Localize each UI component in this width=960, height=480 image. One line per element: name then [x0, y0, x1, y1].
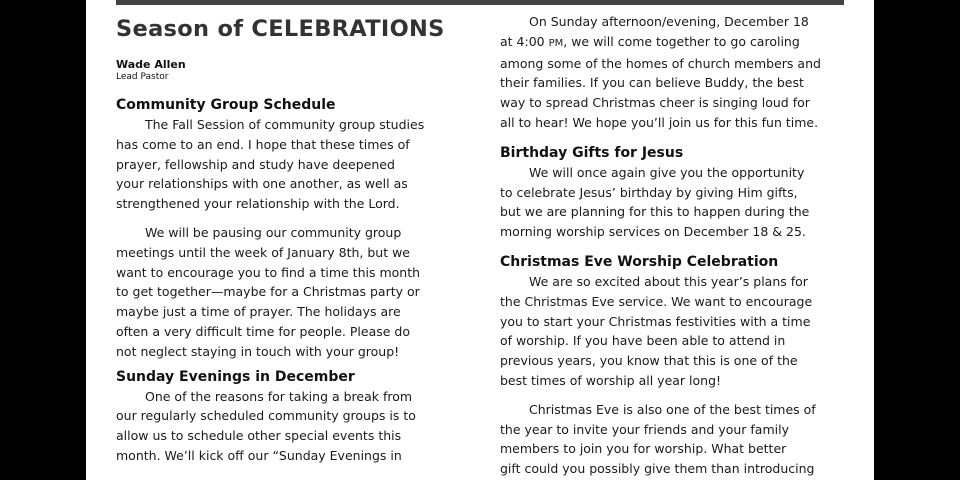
text-line: previous years, you know that this is one of the — [500, 353, 798, 369]
text-line: One of the reasons for taking a break from — [145, 388, 413, 404]
author-name: Wade Allen — [116, 58, 186, 71]
text-line: way to spread Christmas cheer is singing loud for — [500, 95, 810, 111]
text-line: best times of worship all year long! — [500, 372, 722, 388]
text-line: has come to an end. I hope that these times of — [116, 136, 410, 152]
text-line: often a very difficult time for people. Please do — [116, 323, 410, 339]
paragraph — [116, 387, 456, 466]
time-prefix: at 4:00 — [500, 33, 549, 49]
text-fragment: , we will come together to go caroling — [563, 33, 800, 49]
text-line: but we are planning for this to happen during the — [500, 204, 810, 220]
text-line: strengthened your relationship with the Lord. — [116, 196, 400, 212]
text-line: We are so excited about this year’s plans for — [529, 273, 808, 289]
paragraph-caroling — [500, 12, 840, 133]
text-line: meetings until the week of January 8th, but we — [116, 244, 410, 260]
text-line: We will be pausing our community group — [145, 224, 402, 240]
text-line: On Sunday afternoon/evening, December 18 — [529, 14, 809, 29]
text-line: their families. If you can believe Buddy, the best — [500, 75, 804, 91]
text-line: your relationships with one another, as well as — [116, 176, 408, 192]
section-heading-birthday-gifts: Birthday Gifts for Jesus — [500, 144, 684, 161]
section-heading-christmas-eve: Christmas Eve Worship Celebration — [500, 253, 779, 270]
paragraph — [116, 223, 456, 362]
text-line: among some of the homes of church members and — [500, 55, 821, 71]
text-line: maybe just a time of prayer. The holidays are — [116, 304, 401, 320]
text-line: morning worship services on December 18 & 25. — [500, 224, 806, 240]
text-line: the Christmas Eve service. We want to encourage — [500, 293, 813, 309]
paragraph — [500, 272, 840, 391]
newsletter-page — [86, 0, 874, 480]
text-line: all to hear! We hope you’ll join us for this fun time. — [500, 114, 819, 130]
text-line: allow us to schedule other special events this — [116, 428, 402, 444]
article-title: Season of CELEBRATIONS — [116, 16, 445, 42]
text-line: gift could you possibly give them than introducing — [500, 461, 815, 477]
paragraph — [116, 115, 456, 214]
text-line: month. We’ll kick off our “Sunday Evenings in — [116, 447, 402, 463]
text-line: prayer, fellowship and study have deepened — [116, 156, 395, 172]
text-line: of worship. If you have been able to attend in — [500, 333, 786, 349]
time-suffix: PM — [548, 37, 564, 49]
right-column — [500, 0, 840, 479]
text-line: We will once again give you the opportunity — [529, 164, 805, 180]
text-line: our regularly scheduled community groups is to — [116, 408, 416, 424]
text-line: you to start your Christmas festivities with a time — [500, 313, 811, 329]
section-heading-community-groups: Community Group Schedule — [116, 97, 336, 113]
text-line: the year to invite your friends and your family — [500, 421, 789, 437]
author-role: Lead Pastor — [116, 72, 169, 82]
text-line: to get together—maybe for a Christmas party or — [116, 284, 420, 300]
text-line: Christmas Eve is also one of the best times of — [529, 401, 816, 417]
section-heading-sunday-evenings: Sunday Evenings in December — [116, 368, 355, 385]
paragraph — [500, 163, 840, 242]
paragraph — [500, 400, 840, 479]
text-line: to celebrate Jesus’ birthday by giving Him gifts, — [500, 184, 798, 200]
text-line: The Fall Session of community group studies — [145, 117, 425, 132]
text-line — [500, 32, 840, 54]
text-line: members to join you for worship. What better — [500, 441, 787, 457]
text-line: not neglect staying in touch with your group! — [116, 343, 400, 359]
left-column — [116, 0, 456, 466]
text-line: want to encourage you to find a time this month — [116, 264, 421, 280]
